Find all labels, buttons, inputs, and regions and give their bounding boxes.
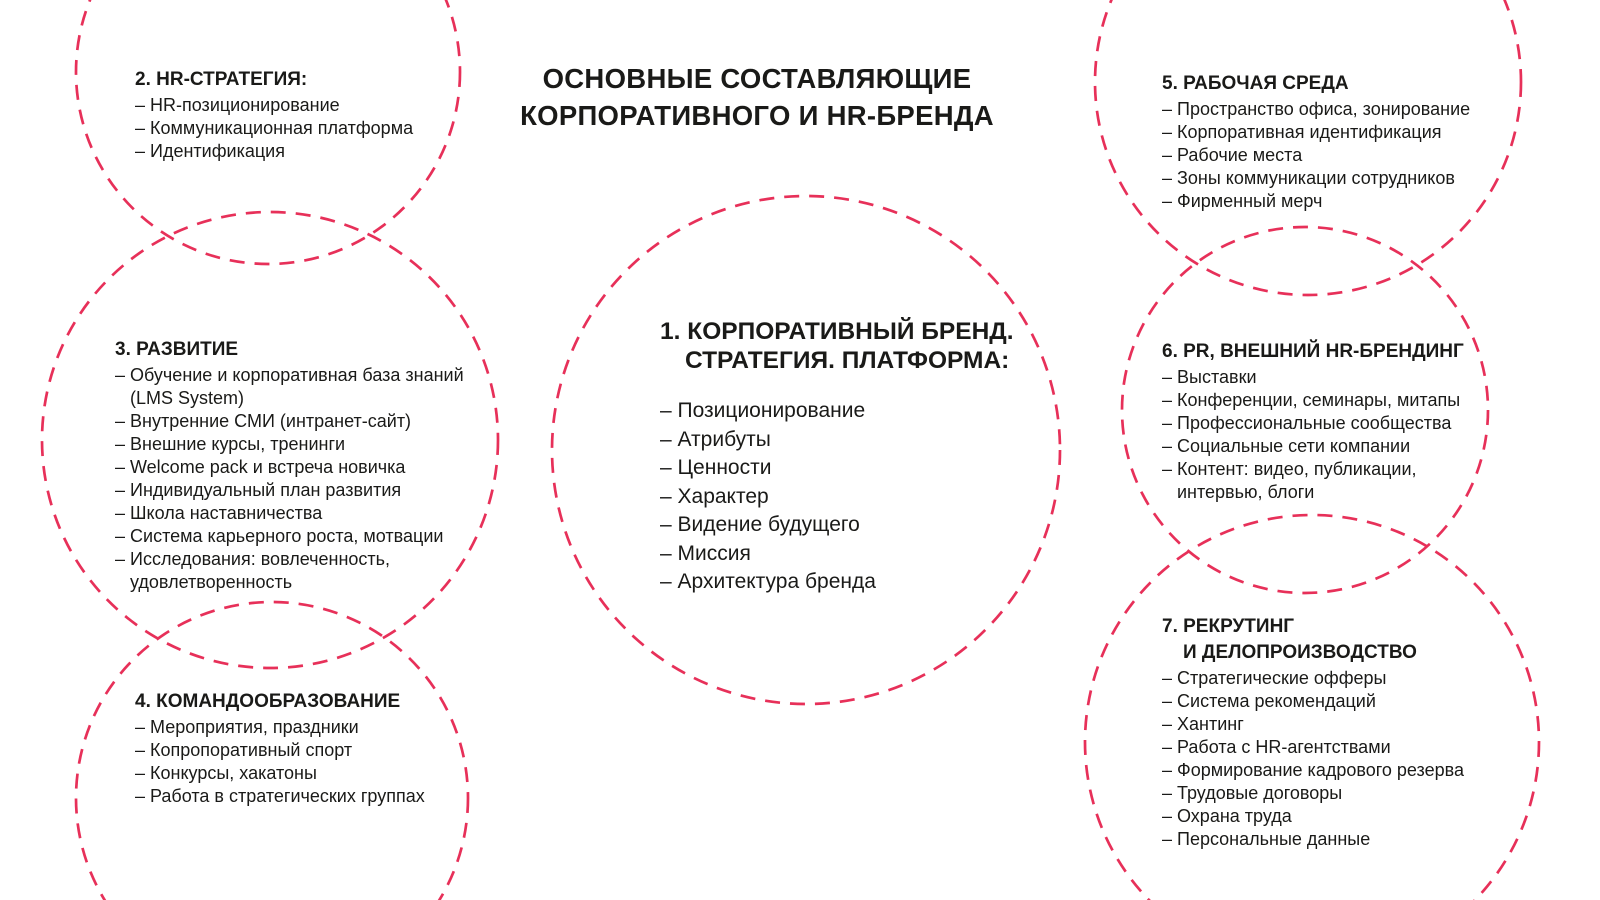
list-item: – Профессиональные сообщества: [1162, 413, 1452, 433]
list-item: – Персональные данные: [1162, 829, 1371, 849]
title-line-2: КОРПОРАТИВНОГО И HR-БРЕНДА: [520, 100, 994, 131]
section-item-list: [1162, 366, 1464, 504]
list-item: – Пространство офиса, зонирование: [1162, 99, 1471, 119]
section-item-list: [1162, 667, 1514, 851]
list-item: – Welcome pack и встреча новичка: [115, 457, 406, 477]
section-item-list: [660, 397, 1064, 597]
list-item: – Зоны коммуникации сотрудников: [1162, 168, 1455, 188]
section-item-list: [115, 364, 487, 594]
list-item: – Хантинг: [1162, 714, 1244, 734]
list-item: – Миссия: [660, 541, 751, 565]
list-item: – Выставки: [1162, 367, 1257, 387]
list-item: – Идентификация: [135, 141, 285, 161]
section-item-list: [135, 716, 477, 808]
list-item: – Система карьерного роста, мотвации: [115, 526, 444, 546]
page-title: [497, 60, 1017, 134]
list-item: – Социальные сети компании: [1162, 436, 1411, 456]
list-item: – Позиционирование: [660, 399, 866, 422]
list-item: – Охрана труда: [1162, 806, 1292, 826]
list-item: – Стратегические офферы: [1162, 668, 1387, 688]
list-item: – Работа в стратегических группах: [135, 786, 425, 806]
section-heading: 2. HR-СТРАТЕГИЯ:: [135, 69, 308, 90]
list-item: – Видение будущего: [660, 513, 860, 536]
title-line-1: ОСНОВНЫЕ СОСТАВЛЯЮЩИЕ: [542, 63, 972, 94]
list-item: – Рабочие места: [1162, 145, 1303, 165]
section-heading: 3. РАЗВИТИЕ: [115, 339, 239, 360]
list-item: – Система рекомендаций: [1162, 691, 1376, 711]
list-item: – Внешние курсы, тренинги: [115, 434, 346, 454]
list-item: – Обучение и корпоративная база знаний (LMS System): [115, 365, 464, 408]
list-item: – Индивидуальный план развития: [115, 480, 402, 500]
section-pr-external-branding: [1162, 340, 1464, 504]
list-item: – Контент: видео, публикации, интервью, блоги: [1162, 459, 1417, 502]
list-item: – Копропоративный спорт: [135, 740, 353, 760]
section-item-list: [1162, 98, 1484, 213]
list-item: – Работа с HR-агентствами: [1162, 737, 1391, 757]
section-team-building: [135, 690, 477, 808]
list-item: – Мероприятия, праздники: [135, 717, 359, 737]
section-corporate-brand: [660, 317, 1064, 597]
list-item: – Ценности: [660, 456, 772, 479]
section-heading: 7. РЕКРУТИНГ: [1162, 616, 1295, 637]
section-item-list: [135, 94, 467, 163]
list-item: – Характер: [660, 484, 769, 508]
list-item: – Корпоративная идентификация: [1162, 122, 1442, 142]
section-heading-line-2: И ДЕЛОПРОИЗВОДСТВО: [1183, 642, 1417, 663]
section-heading: 5. РАБОЧАЯ СРЕДА: [1162, 73, 1349, 94]
section-heading: 1. КОРПОРАТИВНЫЙ БРЕНД.: [660, 318, 1014, 345]
list-item: – Формирование кадрового резерва: [1162, 760, 1464, 780]
list-item: – Коммуникационная платформа: [135, 118, 414, 138]
section-development: [115, 338, 487, 594]
list-item: – Конкурсы, хакатоны: [135, 763, 317, 783]
list-item: – Конференции, семинары, митапы: [1162, 390, 1461, 410]
section-heading: 4. КОМАНДООБРАЗОВАНИЕ: [135, 691, 401, 712]
list-item: – HR-позиционирование: [135, 95, 340, 115]
list-item: – Атрибуты: [660, 427, 771, 451]
section-heading-line-2: СТРАТЕГИЯ. ПЛАТФОРМА:: [685, 347, 1010, 374]
list-item: – Исследования: вовлеченность, удовлетворенность: [115, 549, 391, 592]
section-work-environment: [1162, 72, 1484, 213]
list-item: – Фирменный мерч: [1162, 191, 1323, 211]
section-hr-strategy: [135, 68, 467, 163]
list-item: – Архитектура бренда: [660, 570, 876, 593]
list-item: – Школа наставничества: [115, 503, 323, 523]
section-recruiting: [1162, 615, 1514, 851]
section-heading: 6. PR, ВНЕШНИЙ HR-БРЕНДИНГ: [1162, 341, 1464, 362]
list-item: – Внутренние СМИ (интранет-сайт): [115, 411, 412, 431]
list-item: – Трудовые договоры: [1162, 783, 1343, 803]
